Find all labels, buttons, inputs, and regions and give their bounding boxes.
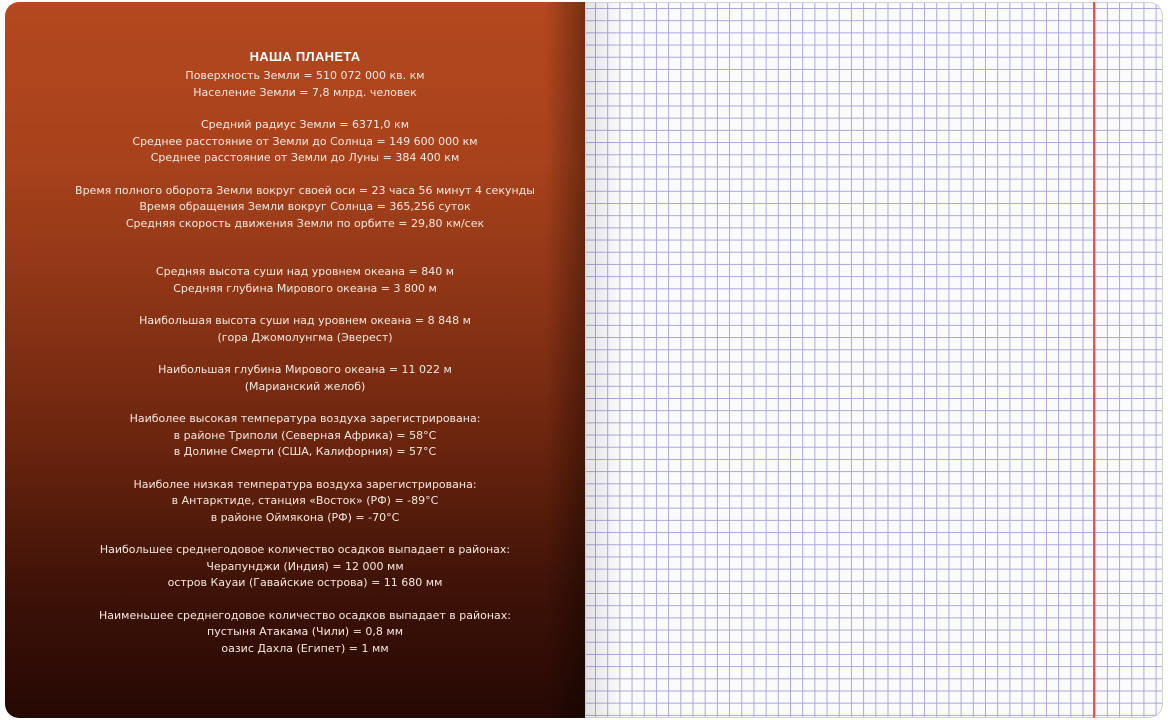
fact-line: Население Земли = 7,8 млрд. человек (193, 85, 417, 99)
planet-facts (5, 46, 585, 657)
fact-group-rotation (5, 183, 585, 233)
fact-line: Среднее расстояние от Земли до Луны = 384 400 км (150, 151, 460, 164)
fact-group-average-heights (5, 264, 585, 297)
fact-group-highest-temperature (5, 411, 585, 461)
margin-line (1093, 2, 1095, 718)
page-title: НАША ПЛАНЕТА (249, 49, 361, 64)
fact-group-lowest-temperature (5, 477, 585, 527)
fact-group-area-population (5, 68, 585, 101)
fact-line: Средняя скорость движения Земли по орбите = 29,80 км/сек (125, 216, 485, 230)
fact-line: Средняя глубина Мирового океана = 3 800 м (173, 281, 437, 295)
fact-line: в районе Оймякона (РФ) = -70°С (210, 510, 400, 524)
fact-line: Наиболее низкая температура воздуха зарегистрирована: (133, 477, 477, 491)
fact-line: в Антарктиде, станция «Восток» (РФ) = -89°С (171, 494, 439, 507)
fact-line: Наименьшее среднегодовое количество осадков выпадает в районах: (99, 608, 511, 622)
fact-line: (гора Джомолунгма (Эверест) (217, 330, 393, 344)
fact-line: Черапунджи (Индия) = 12 000 мм (206, 559, 404, 573)
fact-line: Наибольшая глубина Мирового океана = 11 022 м (158, 363, 452, 376)
fact-line: Средняя высота суши над уровнем океана = 840 м (155, 265, 455, 278)
fact-line: пустыня Атакама (Чили) = 0,8 мм (207, 625, 403, 638)
fact-line: Время обращения Земли вокруг Солнца = 365,256 суток (139, 200, 471, 213)
cover-page (5, 2, 585, 718)
fact-line: Наиболее высокая температура воздуха зарегистрирована: (129, 412, 481, 425)
fact-line: остров Кауаи (Гавайские острова) = 11 680 мм (167, 576, 443, 589)
fact-line: (Марианский желоб) (244, 379, 366, 393)
fact-line: Поверхность Земли = 510 072 000 кв. км (185, 69, 425, 82)
fact-group-least-precipitation (5, 608, 585, 658)
fact-line: Наибольшая высота суши над уровнем океана = 8 848 м (139, 314, 471, 327)
fact-line: Средний радиус Земли = 6371,0 км (201, 118, 409, 131)
fact-line: Среднее расстояние от Земли до Солнца = 149 600 000 км (132, 134, 478, 148)
fact-line: в Долине Смерти (США, Калифорния) = 57°С (173, 445, 437, 458)
fact-line: Наибольшее среднегодовое количество осадков выпадает в районах: (99, 543, 511, 556)
fact-line: в районе Триполи (Северная Африка) = 58°С (173, 428, 437, 442)
fact-line: оазис Дахла (Египет) = 1 мм (221, 641, 389, 655)
fact-line: Время полного оборота Земли вокруг своей оси = 23 часа 56 минут 4 секунды (75, 183, 535, 197)
fact-group-deepest-point (5, 362, 585, 395)
fact-group-distances (5, 117, 585, 167)
fact-group-highest-point (5, 313, 585, 346)
fact-group-most-precipitation (5, 542, 585, 592)
grid-page (585, 2, 1163, 718)
